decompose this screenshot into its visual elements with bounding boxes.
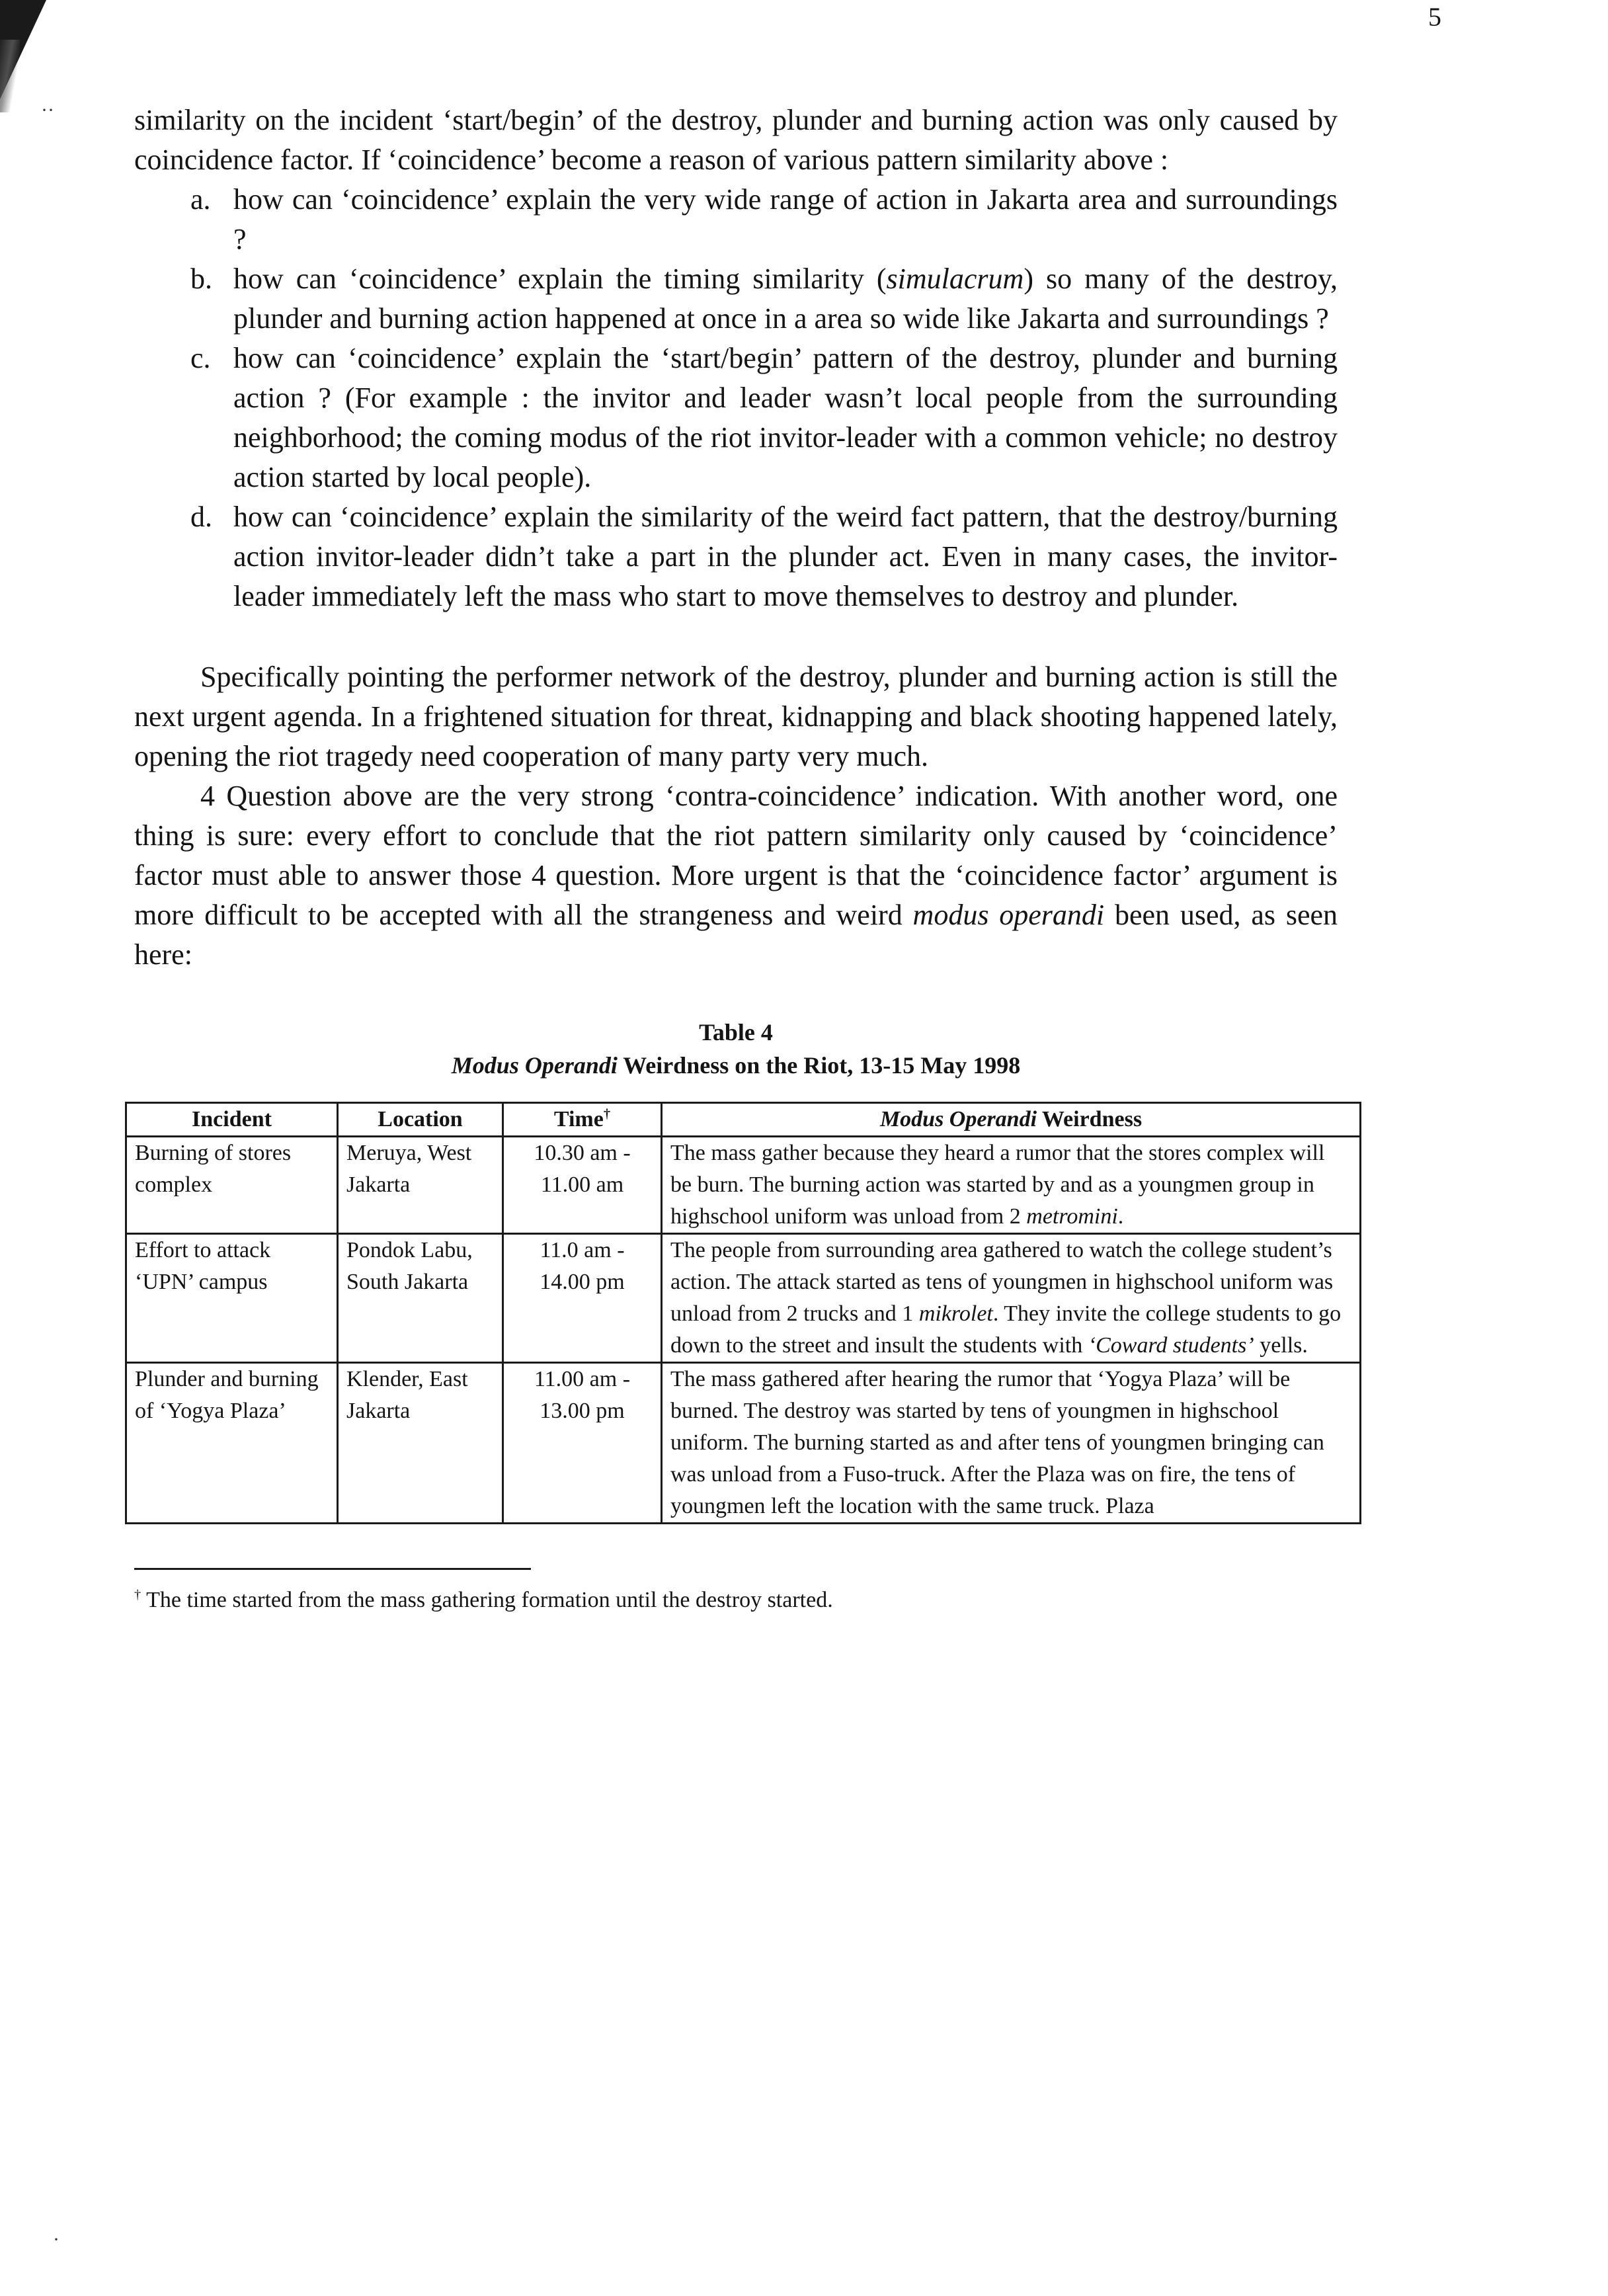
- cell-incident: Burning of stores complex: [126, 1137, 338, 1234]
- question-item: b. how can ‘coincidence’ explain the timing similarity (simulacrum) so many of the destroy, plunder and burning action happened at once in a area so wide like Jakarta and surroundings ?: [134, 259, 1338, 339]
- scan-corner-shadow: [0, 40, 20, 112]
- page-number: 5: [1428, 2, 1441, 32]
- cell-weirdness: The mass gathered after hearing the rumor that ‘Yogya Plaza’ will be burned. The destroy was started by tens of youngmen in highschool uniform. The burning started as and after tens of youngmen bringing can was unload from a Fuso-truck. After the Plaza was on fire, the tens of youngmen left the location with the same truck. Plaza: [662, 1363, 1361, 1524]
- cell-time: 11.0 am - 14.00 pm: [503, 1234, 662, 1363]
- question-marker: b.: [190, 263, 212, 295]
- question-item: c. how can ‘coincidence’ explain the ‘start/begin’ pattern of the destroy, plunder and burning action ? (For example : the invitor and leader wasn’t local people from the surrounding neighborhood; the coming modus of the riot invitor-leader with a common vehicle; no destroy action started by local people).: [134, 339, 1338, 497]
- scan-speck: ·: [53, 2229, 60, 2250]
- body-paragraph: Specifically pointing the performer network of the destroy, plunder and burning action is still the next urgent agenda. In a frightened situation for threat, kidnapping and black shooting happened lately, opening the riot tragedy need cooperation of many party very much.: [134, 661, 1338, 772]
- italic-term: modus operandi: [912, 899, 1105, 931]
- table-title: Modus Operandi Weirdness on the Riot, 13-15 May 1998: [451, 1052, 1021, 1079]
- question-item: d. how can ‘coincidence’ explain the similarity of the weird fact pattern, that the destroy/burning action invitor-leader didn’t take a part in the plunder act. Even in many cases, the invitor-leader immediately left the mass who start to move themselves to destroy and plunder.: [134, 497, 1338, 616]
- header-time: Time†: [503, 1103, 662, 1137]
- scan-speck: ··: [41, 99, 54, 121]
- body-paragraph: 4 Question above are the very strong ‘contra-coincidence’ indication. With another word, one thing is sure: every effort to conclude that the riot pattern similarity only caused by ‘coincidence’ factor must able to answer those 4 question. More urgent is that the ‘coincidence factor’ argument is more difficult to be accepted with all the strangeness and weird modus operandi been used, as seen here:: [134, 780, 1338, 971]
- question-marker: a.: [190, 183, 211, 216]
- cell-weirdness: The people from surrounding area gathered to watch the college student’s action. The attack started as tens of youngmen in highschool uniform was unload from 2 trucks and 1 mikrolet. They invite the college students to go down to the street and insult the students with ‘Coward students’ yells.: [662, 1234, 1361, 1363]
- question-marker: c.: [190, 342, 211, 374]
- cell-incident: Effort to attack ‘UPN’ campus: [126, 1234, 338, 1363]
- cell-location: Meruya, West Jakarta: [338, 1137, 503, 1234]
- cell-time: 11.00 am - 13.00 pm: [503, 1363, 662, 1524]
- table-header-row: [126, 1103, 1361, 1137]
- table-row: [126, 1363, 1361, 1524]
- table-row: [126, 1137, 1361, 1234]
- table-caption: [134, 1016, 1338, 1082]
- table-label: Table 4: [699, 1019, 773, 1046]
- italic-term: simulacrum: [886, 263, 1024, 295]
- header-location: Location: [338, 1103, 503, 1137]
- header-incident: Incident: [126, 1103, 338, 1137]
- weirdness-table: [125, 1102, 1361, 1524]
- footnote: † The time started from the mass gathering formation until the destroy started.: [134, 1587, 833, 1612]
- intro-paragraph: similarity on the incident ‘start/begin’ of the destroy, plunder and burning action was only caused by coincidence factor. If ‘coincidence’ become a reason of various pattern similarity above :: [134, 104, 1338, 176]
- cell-location: Pondok Labu, South Jakarta: [338, 1234, 503, 1363]
- question-marker: d.: [190, 501, 212, 533]
- cell-time: 10.30 am - 11.00 am: [503, 1137, 662, 1234]
- question-item: a. how can ‘coincidence’ explain the very wide range of action in Jakarta area and surroundings ?: [134, 180, 1338, 259]
- header-weirdness: Modus Operandi Weirdness: [662, 1103, 1361, 1137]
- page-content: [134, 101, 1342, 1616]
- cell-incident: Plunder and burning of ‘Yogya Plaza’: [126, 1363, 338, 1524]
- question-list: [134, 180, 1338, 616]
- table-row: [126, 1234, 1361, 1363]
- cell-weirdness: The mass gather because they heard a rumor that the stores complex will be burn. The burning action was started by and as a youngmen group in highschool uniform was unload from 2 metromini.: [662, 1137, 1361, 1234]
- cell-location: Klender, East Jakarta: [338, 1363, 503, 1524]
- footnote-rule: [134, 1568, 531, 1570]
